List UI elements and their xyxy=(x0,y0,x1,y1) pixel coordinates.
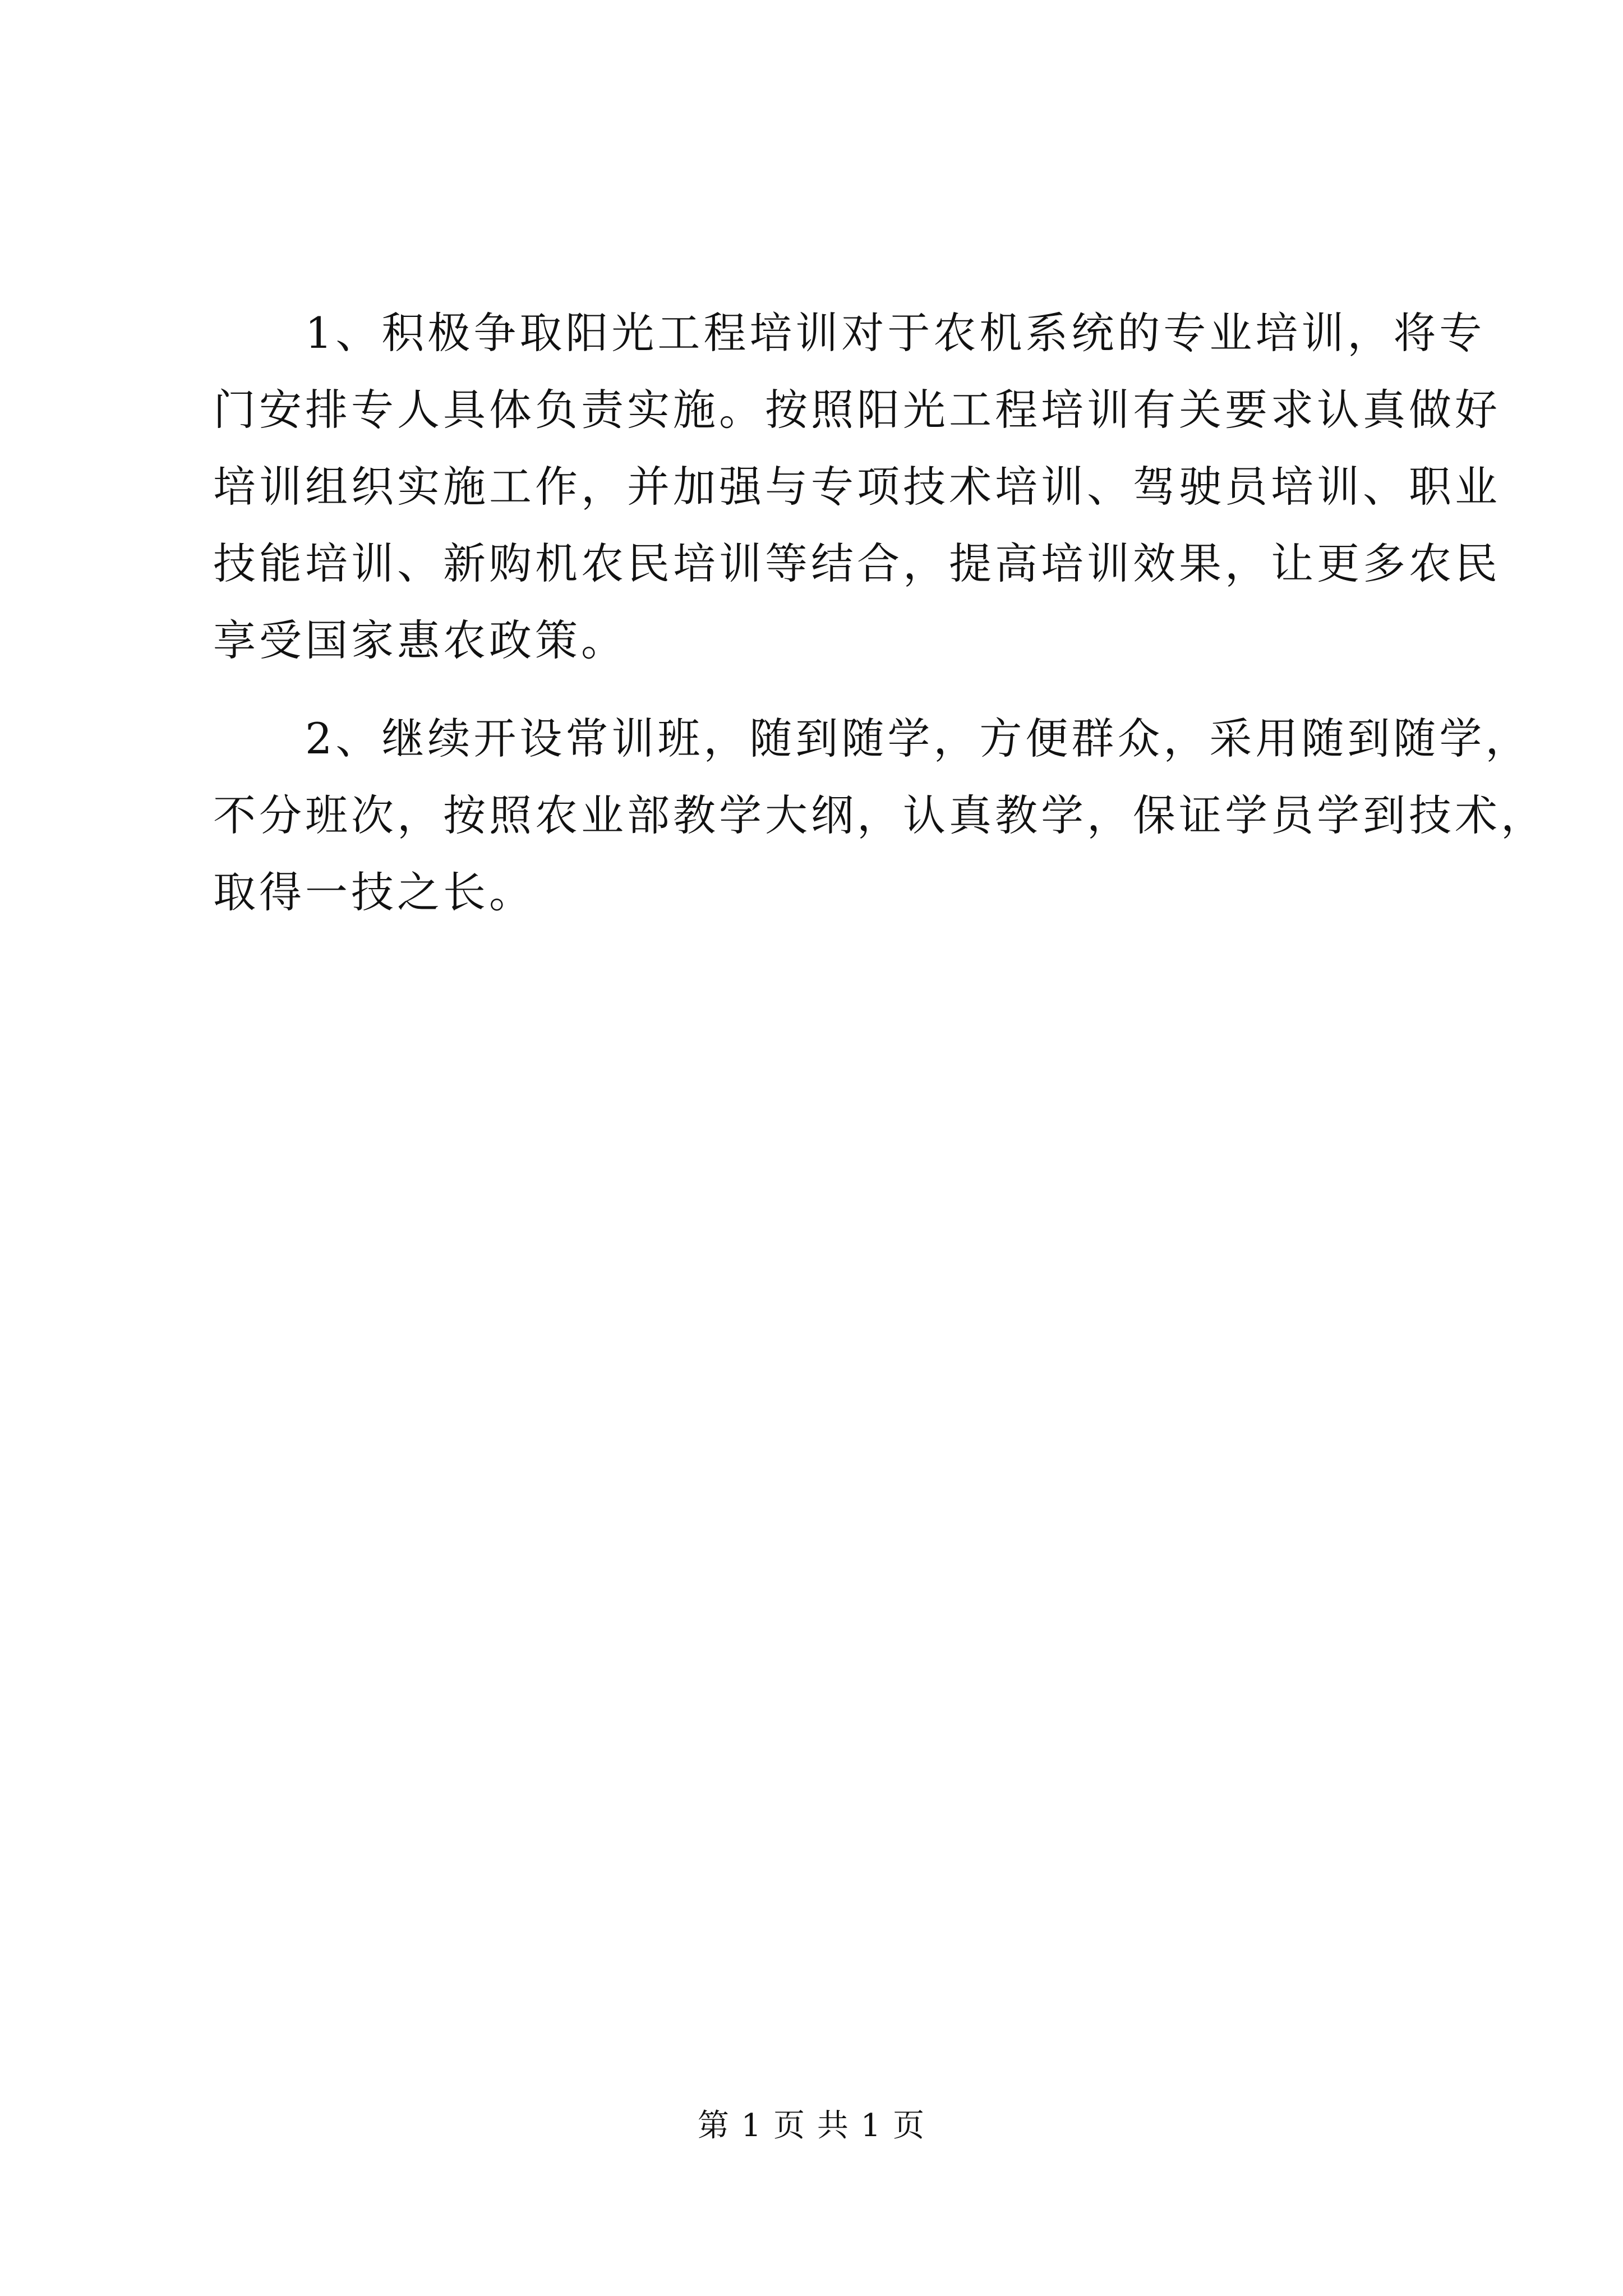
paragraph-line: 享受国家惠农政策。 xyxy=(213,615,627,665)
paragraph-line: 不分班次，按照农业部教学大纲，认真教学，保证学员学到技术， xyxy=(213,790,1547,840)
paragraph-line: 2、继续开设常训班，随到随学，方便群众，采用随到随学， xyxy=(213,714,1532,763)
paragraph-line: 门安排专人具体负责实施。按照阳光工程培训有关要求认真做好 xyxy=(213,385,1501,435)
paragraph-line: 技能培训、新购机农民培训等结合，提高培训效果，让更多农民 xyxy=(213,539,1501,588)
paragraph-line: 培训组织实施工作，并加强与专项技术培训、驾驶员培训、职业 xyxy=(213,462,1501,512)
paragraph-line: 取得一技之长。 xyxy=(213,867,535,917)
paragraph-1 xyxy=(213,295,1501,679)
paragraph-2 xyxy=(213,700,1547,931)
document-body xyxy=(213,295,1547,931)
page-number-footer: 第 1 页 共 1 页 xyxy=(697,2108,926,2144)
paragraph-spacer xyxy=(213,679,1424,700)
paragraph-line: 1、积极争取阳光工程培训对于农机系统的专业培训，将专 xyxy=(213,308,1486,358)
